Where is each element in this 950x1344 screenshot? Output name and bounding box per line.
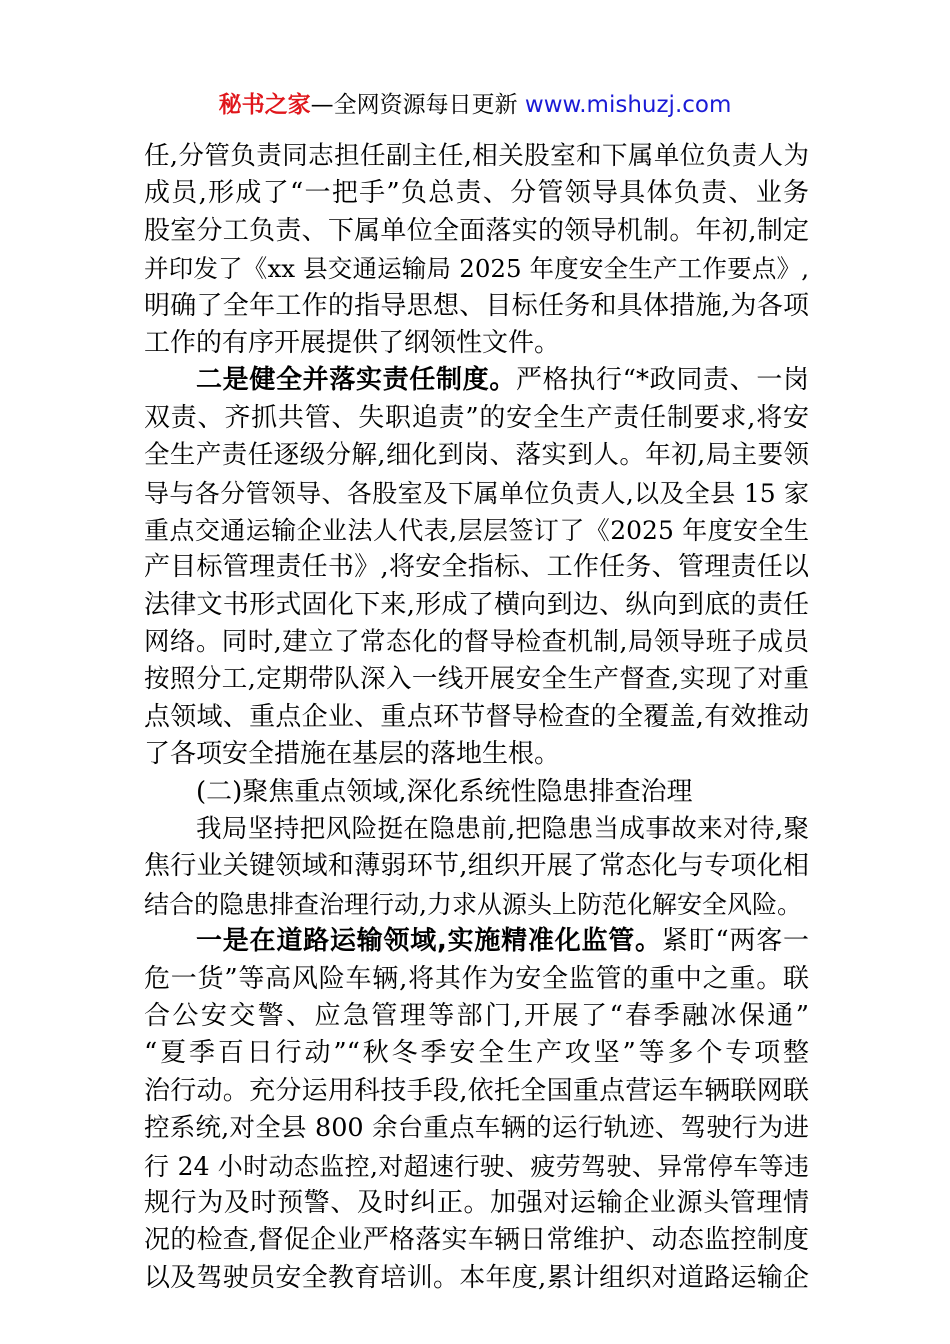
brand-name: 秘书之家: [218, 92, 311, 118]
text-line: 工作的有序开展提供了纲领性文件。: [144, 327, 561, 358]
text-line: 导与各分管领导、各股室及下属单位负责人,以及全县 15 家: [144, 478, 809, 508]
text-line: 成员,形成了“一把手”负总责、分管领导具体负责、业务: [144, 178, 809, 209]
text-line: 重点交通运输企业法人代表,层层签订了《2025 年度安全生: [144, 515, 809, 545]
text-line: 合公安交警、应急管理等部门,开展了“春季融冰保通”: [144, 1000, 809, 1031]
text-line: 产目标管理责任书》,将安全指标、工作任务、管理责任以: [144, 552, 809, 583]
text-line: 治行动。充分运用科技手段,依托全国重点营运车辆联网联: [144, 1075, 809, 1106]
text-line: “夏季百日行动”“秋冬季安全生产攻坚”等多个专项整: [144, 1038, 809, 1069]
section-heading: (二)聚焦重点领域,深化系统性隐患排查治理: [196, 776, 693, 807]
text-line: 点领域、重点企业、重点环节督导检查的全覆盖,有效推动: [144, 701, 809, 732]
site-url-link[interactable]: www.mishuzj.com: [524, 92, 732, 118]
text-line: 任,分管负责同志担任副主任,相关股室和下属单位负责人为: [144, 141, 809, 171]
text-line: 结合的隐患排查治理行动,力求从源头上防范化解安全风险。: [144, 889, 802, 919]
text-line: 按照分工,定期带队深入一线开展安全生产督查,实现了对重: [144, 664, 809, 695]
text-line: 焦行业关键领域和薄弱环节,组织开展了常态化与专项化相: [144, 851, 809, 882]
paragraph-heading: 一是在道路运输领域,实施精准化监管。: [196, 926, 662, 957]
text-line: 控系统,对全县 800 余台重点车辆的运行轨迹、驾驶行为进: [144, 1113, 809, 1144]
text-line: 我局坚持把风险挺在隐患前,把隐患当成事故来对待,聚: [196, 814, 809, 845]
text-line: 并印发了《xx 县交通运输局 2025 年度安全生产工作要点》,: [144, 254, 809, 284]
text-line: 法律文书形式固化下来,形成了横向到边、纵向到底的责任: [144, 589, 809, 620]
text-line: 双责、齐抓共管、失职追责”的安全生产责任制要求,将安: [144, 402, 809, 433]
text-line: 了各项安全措施在基层的落地生根。: [144, 739, 561, 770]
text-line: 全生产责任逐级分解,细化到岗、落实到人。年初,局主要领: [144, 440, 809, 471]
paragraph-heading: 二是健全并落实责任制度。: [196, 365, 517, 396]
document-body: [144, 138, 809, 1297]
text-line: [144, 362, 809, 399]
paragraph-text: 严格执行“*政同责、一岗: [516, 365, 809, 396]
site-header: [0, 88, 950, 122]
text-line: 股室分工负责、下属单位全面落实的领导机制。年初,制定: [144, 215, 809, 246]
text-line: [144, 923, 809, 960]
text-line: 明确了全年工作的指导思想、目标任务和具体措施,为各项: [144, 290, 809, 321]
header-tagline: —全网资源每日更新: [310, 92, 525, 118]
text-line: 以及驾驶员安全教育培训。本年度,累计组织对道路运输企: [144, 1262, 809, 1293]
paragraph-text: 紧盯“两客一: [661, 926, 809, 957]
text-line: 危一货”等高风险车辆,将其作为安全监管的重中之重。联: [144, 963, 809, 994]
text-line: 网络。同时,建立了常态化的督导检查机制,局领导班子成员: [144, 627, 809, 658]
text-line: 况的检查,督促企业严格落实车辆日常维护、动态监控制度: [144, 1225, 809, 1256]
text-line: 规行为及时预警、及时纠正。加强对运输企业源头管理情: [144, 1187, 809, 1218]
text-line: 行 24 小时动态监控,对超速行驶、疲劳驾驶、异常停车等违: [144, 1151, 809, 1181]
